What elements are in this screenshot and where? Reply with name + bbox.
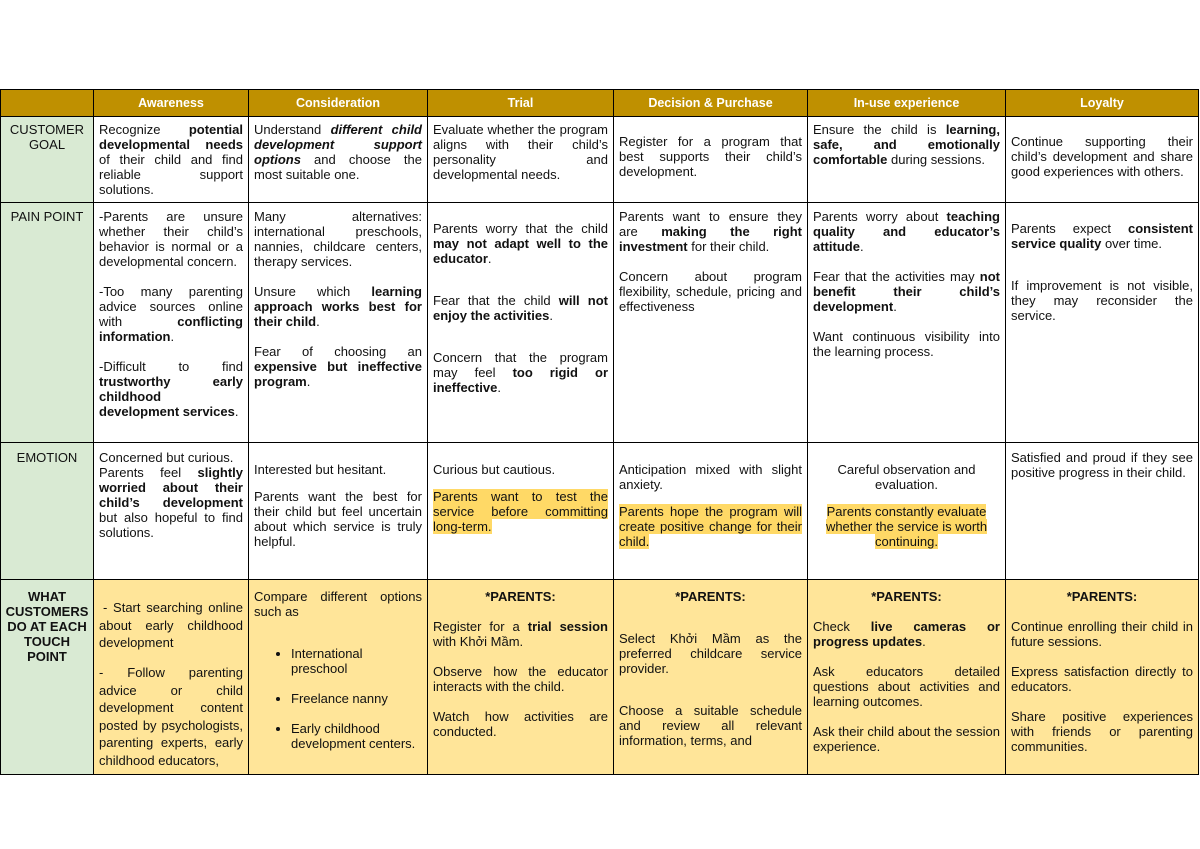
paragraph xyxy=(619,703,802,748)
cell-customer-goal-awareness xyxy=(94,117,249,203)
bold-text: too rigid or ineffective xyxy=(433,365,608,395)
paragraph xyxy=(433,293,608,323)
paragraph xyxy=(813,329,1000,359)
cell-touch-points-decision xyxy=(614,580,808,775)
cell-emotion-in-use xyxy=(808,443,1006,580)
text: . xyxy=(549,308,553,323)
cell-customer-goal-decision xyxy=(614,117,808,203)
text: and choose the most suitable one. xyxy=(254,152,422,182)
paragraph xyxy=(433,350,608,395)
text: Observe how the educator interacts with the child. xyxy=(433,664,608,694)
bold-italic-text: different child development support options xyxy=(254,122,423,167)
parents-heading: *PARENTS: xyxy=(675,589,746,604)
stage-header-trial: Trial xyxy=(428,90,614,117)
text: Fear that the child xyxy=(433,293,559,308)
text: Parents feel xyxy=(99,465,198,480)
bold-text: live cameras or progress updates xyxy=(813,619,1000,649)
text: Share positive experiences with friends or parenting communities. xyxy=(1011,709,1193,754)
parents-heading: *PARENTS: xyxy=(871,589,942,604)
bold-text: will not enjoy the activities xyxy=(433,293,608,323)
text: Select Khởi Mầm as the preferred childcare service provider. xyxy=(619,631,802,676)
option-item: • International preschool xyxy=(291,646,422,676)
highlighted-text: Parents constantly evaluate whether the service is worth continuing. xyxy=(825,504,988,549)
text: of their child and find reliable support solutions. xyxy=(99,152,243,197)
bold-text: learning, safe, and emotionally comfortable xyxy=(813,122,1000,167)
text: Parents worry about xyxy=(813,209,947,224)
text: . xyxy=(859,239,864,254)
option-item: • Freelance nanny xyxy=(291,691,422,706)
cell-pain-point-awareness xyxy=(94,203,249,443)
paragraph xyxy=(619,631,802,676)
text: Continue supporting their child’s development and share good experiences with others. xyxy=(1011,134,1193,179)
bold-text: may not adapt well to the educator xyxy=(433,236,608,266)
paragraph xyxy=(433,664,608,694)
paragraph xyxy=(813,619,1000,649)
paragraph xyxy=(433,709,608,739)
paragraph xyxy=(619,462,802,492)
text: with Khởi Mầm. xyxy=(433,634,524,649)
text: Parents expect xyxy=(1011,221,1128,236)
cell-emotion-consideration xyxy=(249,443,428,580)
paragraph xyxy=(433,122,608,182)
paragraph xyxy=(254,589,422,619)
paragraph xyxy=(254,344,422,389)
bold-text: trial session xyxy=(527,619,608,634)
cell-customer-goal-trial xyxy=(428,117,614,203)
highlighted-text: Parents hope the program will create positive change for their child. xyxy=(619,504,802,549)
text: Concerned but curious. xyxy=(99,450,234,465)
paragraph xyxy=(1011,134,1193,179)
options-list xyxy=(254,646,422,751)
paragraph xyxy=(1011,221,1193,251)
option-item: • Early childhood development centers. xyxy=(291,721,422,751)
cell-pain-point-loyalty xyxy=(1006,203,1199,443)
text: -Difficult to find xyxy=(99,359,243,374)
paragraph xyxy=(813,269,1000,314)
text: Ask their child about the session experience. xyxy=(813,724,1000,754)
text: Unsure which xyxy=(254,284,372,299)
paragraph xyxy=(813,122,1000,167)
paragraph xyxy=(813,504,1000,549)
text: . xyxy=(497,380,501,395)
row-label-customer-goal: CUSTOMER GOAL xyxy=(1,117,94,203)
text: Evaluate whether the program aligns with their child’s personality and developmental needs. xyxy=(433,122,608,182)
text: . xyxy=(893,299,897,314)
cell-touch-points-consideration xyxy=(249,580,428,775)
highlighted-text: Parents want to test the service before committing long-term. xyxy=(433,489,608,534)
cell-touch-points-awareness xyxy=(94,580,249,775)
paragraph xyxy=(1011,709,1193,754)
paragraph xyxy=(254,284,422,329)
header-corner-cell xyxy=(1,90,94,117)
text: . xyxy=(170,329,175,344)
paragraph xyxy=(813,724,1000,754)
paragraph xyxy=(99,450,243,465)
text: during sessions. xyxy=(887,152,985,167)
paragraph xyxy=(1011,664,1193,694)
text: -Parents are unsure whether their child’s behavior is normal or a developmental concern. xyxy=(99,209,243,269)
paragraph xyxy=(433,489,608,534)
text: - Start searching online about early childhood development xyxy=(99,600,243,650)
text: Parents worry that the child xyxy=(433,221,608,236)
paragraph xyxy=(254,489,422,549)
cell-customer-goal-consideration xyxy=(249,117,428,203)
cell-pain-point-in-use xyxy=(808,203,1006,443)
text: Interested but hesitant. xyxy=(254,462,387,477)
stage-header-consideration: Consideration xyxy=(249,90,428,117)
row-label-emotion: EMOTION xyxy=(1,443,94,580)
parents-heading: *PARENTS: xyxy=(485,589,556,604)
text: . xyxy=(922,634,926,649)
text: Recognize xyxy=(99,122,189,137)
text: Many alternatives: international preschools, nannies, childcare centers, therapy services. xyxy=(254,209,422,269)
text: - Follow parenting advice or child development content posted by psychologists, parenting experts, early childhood educators, xyxy=(99,665,243,768)
cell-pain-point-consideration xyxy=(249,203,428,443)
bold-text: conflicting information xyxy=(99,314,243,344)
text: . xyxy=(306,374,311,389)
paragraph xyxy=(99,122,243,197)
paragraph xyxy=(99,209,243,269)
stage-header-loyalty: Loyalty xyxy=(1006,90,1199,117)
text: . xyxy=(316,314,320,329)
paragraph xyxy=(813,209,1000,254)
text: Parents want to ensure they are xyxy=(619,209,802,239)
paragraph xyxy=(254,462,422,477)
bold-text: making the right investment xyxy=(619,224,802,254)
text: Concern that the program may feel xyxy=(433,350,608,380)
text: If improvement is not visible, they may reconsider the service. xyxy=(1011,278,1193,323)
paragraph xyxy=(619,269,802,314)
bold-text: potential developmental needs xyxy=(99,122,243,152)
paragraph xyxy=(619,209,802,254)
bold-text: trustworthy early childhood development services xyxy=(99,374,243,419)
text: Ensure the child is xyxy=(813,122,946,137)
paragraph xyxy=(99,664,243,769)
text: Satisfied and proud if they see positive progress in their child. xyxy=(1011,450,1193,480)
text: Fear that the activities may xyxy=(813,269,980,284)
cell-pain-point-trial xyxy=(428,203,614,443)
bold-text: learning approach works best for their child xyxy=(254,284,422,329)
bold-text: teaching quality and educator’s attitude xyxy=(813,209,1000,254)
text: Understand xyxy=(254,122,331,137)
customer-journey-table xyxy=(0,89,1199,775)
text: Check xyxy=(813,619,871,634)
text: Parents want the best for their child but feel uncertain about which service is truly helpful. xyxy=(254,489,422,549)
bold-text: slightly worried about their child’s development xyxy=(99,465,243,510)
paragraph xyxy=(254,209,422,269)
paragraph xyxy=(99,359,243,419)
cell-customer-goal-in-use xyxy=(808,117,1006,203)
paragraph xyxy=(1011,619,1193,649)
cell-emotion-loyalty xyxy=(1006,443,1199,580)
bold-text: not benefit their child’s development xyxy=(813,269,1000,314)
stage-header-decision-purchase: Decision & Purchase xyxy=(614,90,808,117)
text: Curious but cautious. xyxy=(433,462,556,477)
text: Concern about program flexibility, schedule, pricing and effectiveness xyxy=(619,269,802,314)
paragraph xyxy=(1011,278,1193,323)
text: Choose a suitable schedule and review all relevant information, terms, and xyxy=(619,703,802,748)
stage-header-awareness: Awareness xyxy=(94,90,249,117)
text: Continue enrolling their child in future sessions. xyxy=(1011,619,1193,649)
text: for their child. xyxy=(687,239,770,254)
row-label-pain-point: PAIN POINT xyxy=(1,203,94,443)
paragraph xyxy=(99,284,243,344)
text: over time. xyxy=(1101,236,1163,251)
paragraph xyxy=(433,619,608,649)
cell-pain-point-decision xyxy=(614,203,808,443)
cell-customer-goal-loyalty xyxy=(1006,117,1199,203)
stage-header-in-use-experience: In-use experience xyxy=(808,90,1006,117)
cell-touch-points-trial xyxy=(428,580,614,775)
row-label-touch-points: WHAT CUSTOMERS DO AT EACH TOUCH POINT xyxy=(1,580,94,775)
text: Want continuous visibility into the learning process. xyxy=(813,329,1000,359)
text: Fear of choosing an xyxy=(254,344,422,359)
text: Compare different options such as xyxy=(254,589,422,619)
paragraph xyxy=(99,599,243,652)
paragraph xyxy=(813,664,1000,709)
text: Anticipation mixed with slight anxiety. xyxy=(619,462,802,492)
paragraph xyxy=(99,465,243,540)
paragraph xyxy=(433,462,608,477)
paragraph xyxy=(813,462,1000,492)
text: Express satisfaction directly to educators. xyxy=(1011,664,1193,694)
paragraph xyxy=(619,504,802,549)
text: Register for a program that best supports their child’s development. xyxy=(619,134,802,179)
bold-text: consistent service quality xyxy=(1011,221,1193,251)
cell-touch-points-loyalty xyxy=(1006,580,1199,775)
text: but also hopeful to find solutions. xyxy=(99,510,243,540)
text: Watch how activities are conducted. xyxy=(433,709,608,739)
cell-touch-points-in-use xyxy=(808,580,1006,775)
text: Ask educators detailed questions about activities and learning outcomes. xyxy=(813,664,1000,709)
text: Careful observation and evaluation. xyxy=(837,462,976,492)
bold-text: expensive but ineffective program xyxy=(254,359,422,389)
cell-emotion-awareness xyxy=(94,443,249,580)
paragraph xyxy=(619,134,802,179)
cell-emotion-trial xyxy=(428,443,614,580)
paragraph xyxy=(1011,450,1193,480)
paragraph xyxy=(254,122,422,182)
text: Register for a xyxy=(433,619,528,634)
paragraph xyxy=(433,221,608,266)
text: . xyxy=(234,404,239,419)
cell-emotion-decision xyxy=(614,443,808,580)
text: . xyxy=(487,251,492,266)
text: -Too many parenting advice sources online with xyxy=(99,284,243,329)
parents-heading: *PARENTS: xyxy=(1066,589,1138,604)
